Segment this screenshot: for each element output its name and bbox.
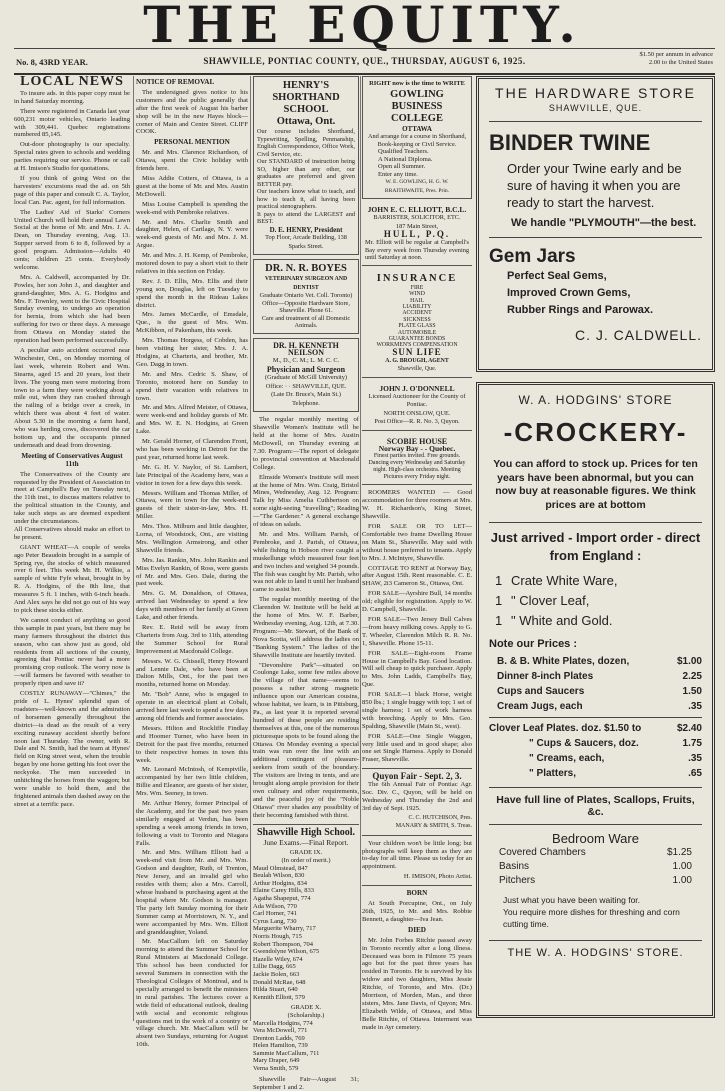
ad-title: DR. N. R. BOYES: [265, 263, 347, 274]
list-item: Agatha Shapeput, 774: [253, 895, 311, 902]
divider: [489, 824, 702, 825]
article: There were registered in Canada last year 600,231 motor vehicles, Ontario leading with 309,441. Quebec registrations numbered 85,145.: [14, 107, 130, 139]
neilson-physician-ad: [253, 338, 359, 413]
crockery-heading: -CROCKERY-: [503, 417, 688, 447]
personal-mention-heading: PERSONAL MENTION: [154, 138, 230, 147]
ad-title: GOWLING: [390, 88, 444, 100]
classified: FOR SALE—Ayrshire Bull, 14 months old; eligible for registration. Apply to W. D. Campbell, Shawville.: [362, 590, 472, 614]
column-personal-mention: [136, 76, 248, 1049]
binder-twine-text: Order your Twine early and be sure of having it when you are ready to start the harvest.: [507, 161, 682, 210]
item: Mrs. G. M. Donaldson, of Ottawa, arrived last Wednesday to spend a few days with members of her family at Green Lake, and other friends.: [136, 590, 248, 622]
list-item: Mary Draper, 649: [253, 1057, 300, 1065]
item: Messrs. William and Thomas Miller, of Ottawa, were in town for the week-end guests of their sister-in-law, Mrs. H. Miller.: [136, 489, 248, 521]
item: Messrs. W. G. Chissell, Henry Howard and Lennie Dale, who have been at Dalton Mills, Ont., for the past two months, returned home on Monday.: [136, 657, 248, 689]
classified: FOR SALE—Two Jersey Bull Calves—from heavy milking cows. Apply to G. T. Wheeler, Clarendon Milch R. R. No. 1, Shawville. Phone 15-11.: [362, 615, 472, 647]
list-item: Improved Crown Gems,: [507, 287, 631, 299]
price-row: B. & B. White Plates, dozen, $1.00: [497, 656, 702, 667]
list-item: Beulah Wilson, 830: [253, 872, 305, 880]
divider: [253, 824, 359, 825]
ad-city: Shawville, Que.: [397, 366, 437, 373]
list-item: Vera McDowell, 771: [253, 1027, 308, 1035]
ad-sign: W. E. GOWLING, H. G. W. BRAITHWAITE, Pres. Prin.: [384, 179, 450, 194]
subscription-price: $1.50 per annum in advance 2.00 to the United States: [639, 51, 713, 66]
ad-title: DR. H. KENNETH NEILSON: [273, 340, 339, 358]
divider: [489, 787, 702, 788]
ad-title: W. A. HODGINS' STORE: [518, 393, 673, 407]
died-heading: DIED: [408, 925, 426, 934]
ad-title: SCOBIE HOUSE: [386, 436, 448, 446]
article: Out-door photography is our specialty. Special rates given to schools and wedding parties requiring our service. Phone or call at H. Imison's Studio for quotations.: [14, 141, 130, 173]
list-item: Donald McRae, 648: [253, 978, 306, 986]
list-item: Hilda Stuart, 640: [253, 986, 298, 994]
ad-subtitle: BARRISTER, SOLICITOR, ETC.: [373, 214, 461, 222]
classified: ROOMERS WANTED — Good accommodation for three roomers at Mrs. W. H. Richardson's, King Street, Shawville.: [362, 489, 472, 521]
died-text: Mr. John Forbes Ritchie passed away in Toronto recently after a long illness. Deceased was born in Filmore 75 years ago but for the past three years has resided in Toronto. He is survived by his widow and two daughters, Miss Jessie Ritchie, of Toronto, and Mrs. (Dr.) Morrison, of Morden, Man., and three sisters, Mrs. Jane Davis, of Quyon; Mrs. Elizabeth Wilde, of Ottawa, and Miss Belle Ritchie, of Ottawa. Interment was made in Ayr cemetery.: [362, 936, 472, 1031]
list-item: FIRE: [410, 284, 424, 291]
ad-body: Graduate Ontario Vet. Coll. Toronto) Office—Opposite Hardware Store, Shawville. Phone 61. Care and treatment of all Domestic Animals.: [259, 292, 353, 329]
ad-title: HENRY'S: [282, 80, 330, 91]
dateline: SHAWVILLE, PONTIAC COUNTY, QUE., THURSDAY, AUGUST 6, 1925.: [203, 56, 526, 66]
article: The regular monthly meeting of Shawville Women's Institute will be held at the home of Mrs. Austin McDowell, on Thursday evening at 7.30. Program:—The report of delegate to provincial convention at Macdonald College.: [253, 416, 359, 471]
price-row: Basins 1.00: [499, 861, 692, 872]
insurance-list: [365, 285, 469, 349]
local-news-heading: LOCAL NEWS: [20, 74, 124, 89]
ad-title: BUSINESS COLLEGE: [391, 100, 443, 124]
column-business: [362, 76, 472, 1031]
price-row: " Creams, each, .35: [529, 753, 702, 764]
divider: [362, 885, 472, 886]
ad-office: Office: · · SHAWVILLE, QUE.: [265, 382, 347, 390]
hardware-store-ad: [476, 76, 715, 372]
ad-tagline: RIGHT now is the time to WRITE: [369, 80, 465, 87]
item: Rev. J. D. Ellis, Mrs. Ellis and their young son, Douglas, left on Tuesday to spend the month in the Rideau Lakes district.: [136, 277, 248, 309]
item: Miss Addie Cotters, of Ottawa, is a guest at the home of Mr. and Mrs. Austin McDowell.: [136, 174, 248, 198]
classified: COTTAGE TO RENT at Norway Bay, after August 15th. Rent reasonable. C. E. SHAW, 2i3 Cameron St., Ottawa, Ont.: [362, 564, 472, 588]
price-row: Covered Chambers $1.25: [499, 847, 692, 858]
divider: [489, 237, 702, 238]
ad-degree: M., D., C. M.; L. M. C. C.: [272, 357, 340, 365]
price-row: Dinner 8-inch Plates 2.25: [497, 671, 702, 682]
ad-title: THE HARDWARE STORE: [495, 85, 696, 101]
article: Mrs. A. Caldwell, accompanied by Dr. Powles, her son John J., and daughter and grand-daughter, Mrs. A. G. Hodgins and Mrs. F. Townley, went to the Civic Hospital Sunday evening, to undergo an operation for hernia, from which she had been suffering for two or three days. A message from Ottawa on Monday stated the operation had been performed successfully.: [14, 273, 130, 345]
list-item: PLATE GLASS: [398, 323, 436, 330]
quyon-fair-text: The 6th Annual Fair of Pontiac Agr. Soc. Div. C., Quyon, will be held on Wednesday and Thursday the 2nd and 3rd day of Sept. 1925.: [362, 781, 472, 812]
list-item: ACCIDENT: [402, 310, 432, 317]
item: Rev. E. Reid will be away from Charteris from Aug. 3rd to 11th, attending the Summer School for Rural Improvement at Macdonald College.: [136, 624, 248, 655]
item: Messrs. Hilton and Rockliffe Findlay and Hoomer Turner, who have been in Detroit for the past five months, returned to their respective homes in town this week.: [136, 724, 248, 764]
ad-title: SHORTHAND SCHOOL: [272, 92, 340, 115]
list-item: Marcella Hodgins, 774: [253, 1019, 313, 1027]
hodgins-store-ad: [476, 382, 715, 1018]
list-item: Helen Hamilton, 739: [253, 1042, 308, 1050]
article: The Conservatives of the County are requested by the President of Association to meet at Campbell's Bay on Tuesday next, the 11th inst., to discuss matters relative to the political situation in the County, and take such steps as are deemed expedient under the circumstances. All Conservatives should make an effort to be present.: [14, 470, 130, 541]
list-item: GUARANTEE BONDS: [388, 335, 446, 342]
list-item: SICKNESS: [403, 316, 431, 323]
ad-city: Ottawa, Ont.: [276, 116, 336, 127]
article: Elmside Women's Institute will meet at the home of Mrs. Wm. Craig, Bristol Mines, Wednesday, Aug. 12. Program: Talk by Miss Amelia Cuthbertson on some sight-seeing "travelling"; Reading—"The Gardener." A general exchange of ideas on salads.: [253, 473, 359, 529]
price-row: " Cups & Saucers, doz. 1.75: [529, 738, 702, 749]
issue-number: No. 8, 43RD YEAR.: [16, 57, 88, 67]
quyon-fair-sign: C. C. HUTCHISON, Pres. MANARY & SMITH, S. Treas.: [395, 814, 472, 829]
list-item: WIND: [409, 291, 425, 298]
item: Mrs. Thomas Horgess, of Cobden, has been visiting her sister, Mrs. J. A. Hodgins, at Charteris, and brother, Mr. Geo. Dagg in town.: [136, 337, 248, 368]
closing-note: Just what you have been waiting for. You require more dishes for threshing and corn cutting time.: [503, 895, 680, 929]
article: GIANT WHEAT—A couple of weeks ago Peter Beaudoin brought in a sample of Spring rye, the stocks of which measured over 6 feet. This week Mr. H. Wilkie, a sample of white Fyfe wheat, brought in by R. A. Hodgins, of the 8th line, that measures 5 ft. 1 inches, with 6-inch heads. And Alex says he did not go out of his way to pick these stocks either.: [14, 543, 130, 614]
list-item: Hazelle Wiley, 674: [253, 955, 303, 963]
article: To insure ads. in this paper copy must be in hand Saturday morning.: [14, 89, 130, 105]
ad-subtitle: Physician and Surgeon: [266, 364, 346, 374]
ad-body: Licensed Auctioneer for the County of Pontiac.: [368, 392, 466, 409]
ad-sign: C. J. CALDWELL.: [574, 327, 702, 343]
divider: [489, 522, 702, 523]
column-schools: [253, 76, 359, 1091]
item: Mr. Arthur Henry, former Principal of the Academy, and for the past two years similarly engaged at Verdun, has been spending a week among friends in town, following a visit to Toronto and Niagara Falls.: [136, 800, 248, 847]
dateline-bar: [14, 48, 715, 75]
item: Mr. G. H. V. Naylor, of St. Lambert, late Principal of the Academy here, was a visitor in town for a few days this week.: [136, 463, 248, 487]
masthead: [0, 0, 725, 54]
ad-list: [378, 148, 468, 178]
ad-body: Mr. Elliott will be regular at Campbell's Bay every week from Thursday evening until Saturday at noon.: [365, 239, 469, 262]
binder-twine-heading: BINDER TWINE: [489, 130, 651, 155]
list-item: Jackie Bolen, 663: [253, 970, 300, 978]
grade-heading: GRADE IX.: [289, 849, 323, 857]
list-item: Qualified Teachers.: [378, 148, 429, 155]
list-item: 1 Crate White Ware,: [495, 573, 618, 588]
list-item: Rubber Rings and Parowax.: [507, 304, 654, 316]
ad-po: Post Office—R. R. No. 3, Quyon.: [374, 418, 460, 426]
jar-list: [507, 268, 702, 319]
item: Mrs. Thos. Milburn and little daughter, Lorna, of Woodstock, Ont., are visiting Mrs. Wellington Armstrong, and other Shawville friends.: [136, 523, 248, 554]
plymouth-line: We handle "PLYMOUTH"—the best.: [511, 217, 697, 229]
article: Mr. and Mrs. William Parish, of Pembroke, and J. Parish, of Ottawa, while fishing in Hobson river caught a muskellunge which measured four feet and two inches and weighed 34 pounds. The fish was caught by Mr. Parish, who was not able to land it until her husband came to assist her.: [253, 531, 359, 594]
gem-jars-heading: Gem Jars: [489, 246, 576, 267]
list-item: 1 " White and Gold.: [495, 613, 613, 628]
ad-late: (Late Dr. Bruce's, Main St.) Telephone.: [271, 391, 341, 407]
price-list: [489, 637, 702, 781]
newspaper-title: THE EQUITY.: [143, 0, 582, 54]
price-row: Pitchers 1.00: [499, 875, 692, 886]
high-school-heading: Shawville High School.: [256, 826, 356, 838]
item: Mrs. Jas. Rankin, Mrs. John Rankin and Miss Evelyn Rankin, of Ross, were guests of Mr. and Mrs. Geo. Dale, during the past week.: [136, 556, 248, 588]
scobie-house-ad: [362, 435, 472, 486]
ad-sign: THE W. A. HODGINS' STORE.: [489, 940, 702, 959]
gowling-college-ad: [362, 76, 472, 199]
item: Mr. MacCallum left on Saturday morning to attend the Summer School for Rural Ministers at Macdonald College. This school has been conducted for several Summers in connection with the Theological Colleges of Montreal, and is specially arranged to benefit the ministers in rural parishes. The lectures cover a wide field of educational outlook, dealing with social and economic religious questions met in the work of a country or village church. Mr. MacCallum will be absent two Sundays, returning for August 10th.: [136, 938, 248, 1049]
ad-subtitle: VETERINARY SURGEON AND DENTIST: [264, 276, 348, 291]
list-item: Marguerite Wharry, 717: [253, 925, 316, 933]
quyon-fair-heading: Quyon Fair - Sept. 2, 3.: [372, 771, 462, 782]
price-row: Clover Leaf Plates. doz. $1.50 to $2.40: [489, 723, 702, 734]
article: COSTLY RUNAWAY—"Chimes," the pride of L. Hynes' splendid span of roadsters—well-known and the admiration of horsemen generally throughout the district—is dead as the result of a very exciting runaway accident shortly before noon last Thursday. The owner, with R. Dale and N. Smith, had the team at Hynes' field on King street west, when the trouble began by one horse getting his foot over the neckyoke. The men succeeded in unhitching the horses from the waggon; but were unable to hold them, and the frightened animals then dashed away on the street at a terrific pace.: [14, 690, 130, 808]
grade-note: (In order of merit.): [281, 857, 331, 865]
list-item: Open all Summer.: [378, 163, 426, 171]
ad-body: And arrange for a course in Shorthand, Book-keeping or Civil Service.: [367, 133, 467, 148]
list-item: Gwendolyne Wilson, 675: [253, 948, 320, 956]
price-row: " Platters, .65: [529, 768, 702, 779]
import-list: [495, 571, 702, 631]
list-item: Lillie Dagg, 665: [253, 963, 296, 971]
insurance-ad: [362, 270, 472, 378]
ad-body: Finest parties invited. Free grounds. Dancing every Wednesday and Saturday night. High-class orchestra. Meeting Pictures every Friday night.: [368, 453, 466, 481]
list-item: LIABILITY: [402, 303, 432, 310]
divider: [362, 768, 472, 769]
column-rule: [250, 76, 251, 1021]
article: If you think of going West on the harvesters' excursions read the ad. on 5th page of this paper and consult C. A. Taylor, local Can. Pac. agent, for full information.: [14, 174, 130, 206]
born-text: At South Porcupine, Ont., on July 26th, 1925, to Mr. and Mrs. Robbie Bennett, a daughter—Iva Jean.: [362, 900, 472, 923]
price-row: Cups and Saucers 1.50: [497, 686, 702, 697]
ad-place: Norway Bay - - Quebec.: [378, 444, 456, 454]
ad-place: SHAWVILLE, QUE.: [548, 103, 643, 113]
ad-city: HULL, P.Q.: [383, 229, 451, 240]
item: Mr. and Mrs. Cedric S. Shaw, of Toronto, motored here on Sunday to spend their vacation with relatives in town.: [136, 370, 248, 402]
fair-notice: Shawville Fair—August 31; September 1 and 2.: [253, 1075, 359, 1091]
list-item: Elaine Carey Hills, 833: [253, 887, 315, 895]
price-row: Cream Jugs, each .35: [497, 701, 702, 712]
bedroom-ware-heading: Bedroom Ware: [552, 831, 639, 846]
list-item: Verna Smith, 579: [253, 1065, 299, 1073]
crockery-intro: You can afford to stock up. Prices for ten years have been abnormal, but you can now buy at reasonable figures. We think prices are at bottom: [493, 458, 698, 511]
list-item: Perfect Seal Gems,: [507, 270, 607, 282]
ad-address: Top Floor, Arcade Building, 138 Sparks Street.: [265, 234, 347, 250]
high-school-subheading: June Exams.—Final Report.: [263, 837, 349, 847]
item: Mr. Leonard McIntosh, of Kemptville, accompanied by her two little children, Billie and Eleanor, are guests of her sister, Mrs. Wm. Seeney, in town.: [136, 766, 248, 798]
ad-title: JOHN J. O'DONNELL: [379, 383, 455, 393]
classified: FOR SALE—One Single Waggon, very little used and in good shape; also one set Single Harness. Apply to Donald Fraser, Shawville.: [362, 732, 472, 764]
column-rule: [133, 76, 134, 1021]
item: Mr. and Mrs. Clarence Richardson, of Ottawa, spent the Civic holiday with friends here.: [136, 149, 248, 173]
grade-10-list: [253, 1020, 359, 1073]
list-item: AUTOMOBILE: [397, 329, 437, 336]
list-item: Robert Thompson, 704: [253, 940, 314, 948]
list-item: Kennith Elliott, 579: [253, 993, 305, 1001]
item: Mr. and Mrs. Alfred Meister, of Ottawa, were week-end and holiday guests of Mr. and Mrs. W. E. N. Hodgins, at Green Lake.: [136, 404, 248, 436]
ad-sign: D. E. HENRY, President: [269, 225, 343, 234]
sun-life-logo: SUN LIFE: [392, 346, 442, 357]
notice-heading: NOTICE OF REMOVAL: [136, 78, 215, 86]
arrived-line: Just arrived - Import order - direct from England :: [490, 530, 701, 563]
classified: FOR SALE OR TO LET—Comfortable two frame Dwelling House on Main St., Shawville. May said with without house preferred to tenants. Apply to Mrs. J. McIntyre, Shawville.: [362, 523, 472, 562]
photo-sign: H. IMISON, Photo Artist.: [403, 873, 472, 881]
elliott-barrister-ad: [362, 203, 472, 265]
item: Mr. and Mrs. Charlie Smith and daughter, Helen, of Cartlage, N. Y. were week-end guests of Mr. and Mrs. J. M. Argue.: [136, 218, 248, 250]
classified: FOR SALE—Eight-room Frame House in Campbell's Bay. Good location. Will sell cheap to quick purchaser. Apply to Mrs. John Ladds, Campbell's Bay, Que.: [362, 649, 472, 689]
list-item: Ada Wilson, 770: [253, 902, 297, 910]
list-item: Carl Horner, 741: [253, 910, 297, 918]
ad-title: INSURANCE: [376, 272, 458, 284]
ad-body: Our course includes Shorthand, Typewriting, Spelling, Penmanship, English Correspondence, Office Work, Civil Service, etc. Our STANDARD of instruction being SO, higher than any other, our graduates are preferred and given BETTER pay. Our teachers know what to teach, and how to teach it, all having been practical stenographers. It pays to attend the LARGEST and BEST.: [257, 128, 355, 225]
divider: [489, 121, 702, 122]
ad-address: 187 Main Street,: [395, 222, 439, 230]
list-item: Norris Hough, 715: [253, 932, 302, 940]
odonnell-auctioneer-ad: [362, 382, 472, 431]
item: Mr. Gerald Horner, of Clarendon Front, who has been working in Detroit for the past year, returned home last week.: [136, 438, 248, 461]
photo-notice: Your children won't be little long; but photographs will keep them as they are to-day for all time. Please us today for an appointment.: [362, 839, 472, 871]
ad-agent: A. G. BROUGH, AGENT: [385, 357, 449, 364]
column-local-news: [14, 76, 130, 1021]
list-item: A National Diploma.: [378, 155, 433, 163]
item: Mrs. James McCardle, of Emsdale, Que., is the guest of Mrs. Wm. McKibbon, of Pakenham, this week.: [136, 311, 248, 335]
article: We cannot conduct of anything so good this sample in past years, but there may be many farmers throughout the district this season, who can show just as good, old residents from all sections of the county, agreeing that Pontiac never had a more promising crop outlook. The worry now is—will farmers be favored with weather to properly ripen and save it?: [14, 616, 130, 688]
henry-shorthand-ad: [253, 76, 359, 255]
grade-9-list: [253, 865, 359, 1002]
list-item: 1 " Clover Leaf,: [495, 593, 590, 608]
article: The Ladies' Aid of Starks' Corners United Church will hold their annual Lawn Social at the home of Mr. and Mrs. J. A. Dean, on Thursday evening, Aug. 13. Supper served from 6 to 8, followed by a good program. Admission—Adults 40 cents; children 25 cents. Everybody welcome.: [14, 208, 130, 271]
divider: [489, 717, 702, 718]
ad-city: OTTAWA: [402, 124, 432, 133]
meeting-heading: Meeting of Conservatives August 11th: [21, 451, 123, 468]
list-item: Sammie MacCallum, 711: [253, 1049, 320, 1057]
boyes-vet-ad: [253, 259, 359, 334]
item: Mr. and Mrs. J. H. Kemp, of Pembroke, motored down to pay a short visit to their relatives in this section on Friday.: [136, 252, 248, 275]
item: Mr. "Bob" Anne, who is engaged to operate in an electrical plant at Cobalt, arrived here last week to spend a few days among old friends and former associates.: [136, 691, 248, 722]
column-rule: [360, 76, 361, 1021]
grade-note: (Scholarship.): [287, 1011, 325, 1019]
ad-grad: (Graduate of McGill University): [264, 374, 347, 382]
price-list-heading: Note our Prices :: [489, 638, 578, 650]
list-item: Arthur Hodgins, 834: [253, 879, 307, 887]
born-heading: BORN: [406, 889, 428, 898]
article: "Devonshire Park"—situated on Coulonge Lake, some few miles above the village of that name—seems to possess a rather strong magnetic influence upon our American cousins, whose habitat, we learn, is in Pittsburg, Pa., as last year it is reported several hundred of these people are residing themselves at this, one of the numerous picturesque spots to be found along the Ottawa. On Monday evening a special train was run over the line with an additional contingent of pleasure-seekers from south of the boundary. The visitors are living in tents, and are brought along ample provision for their own culinary and other requirements, and the peaceful joy of the "Noble Ottawa" river shades any possibility of their becoming famished with thirst.: [253, 661, 359, 819]
article: A peculiar auto accident occurred near Winchester, Ont., on Monday morning of last week, wherein Robert and Wm. Stearns, aged 15 and 20 years, lost their lives. The young men were motoring from town to a farm they were working about a mile out, when they ran crashed through the railing of a bridge over a creek, in which there was about 4 feet of water. About 5.30 in the morning a farm hand, who was herding cows, discovered the car bottom up, and the occupants pinned underneath and dead from drowning.: [14, 347, 130, 449]
list-item: Cyrus Lang, 730: [253, 917, 297, 925]
divider: [362, 835, 472, 836]
ad-address: NORTH ONSLOW, QUE.: [383, 409, 451, 417]
list-item: Drenton Ladds, 769: [253, 1034, 305, 1042]
article: The regular monthly meeting of the Clarendon W. Institute will be held at the home of Mrs. W. F. Barber, Wednesday evening, Aug. 12th, at 7.30. Program:—Mr. Stewart, of the Bank of Nova Scotia, will address the ladies on "Banking System." The ladies of the Shawville Institute are heartily invited.: [253, 596, 359, 659]
classified: FOR SALE—1 black Horse, weight 850 lbs.; 1 single buggy with top; 1 set of single harness; 1 set of work harness with breeching. Apply to Mrs. Geo. Spalding, Shawville (Main St., west).: [362, 691, 472, 730]
list-item: WORKMEN'S COMPENSATION: [376, 342, 458, 349]
grade-heading: GRADE X.: [290, 1004, 322, 1012]
item: Miss Louise Campbell is spending the week-end with Pembroke relatives.: [136, 200, 248, 216]
ad-title: JOHN E. C. ELLIOTT, B.C.L.: [367, 205, 467, 215]
list-item: HAIL: [410, 297, 424, 304]
notice-text: The undersigned gives notice to his customers and the public generally that after the first week of August his barber shop will be in the new Hayes block—corner of Main and Centre Street. CLIFF COOK.: [136, 88, 248, 136]
plates-line: Have full line of Plates, Scallops, Fruits, &c.: [496, 794, 695, 818]
list-item: Enter any time.: [378, 170, 418, 178]
item: Mr. and Mrs. William Elliott had a week-end visit from Mr. and Mrs. Wm. Godson and daughter, Ruth, of Trenton, New Jersey, and an invalid girl who resides with them; also a Mrs. Carroll, whose husband is purchasing agent at the hospital where Mr. Godson is manager. The party left Sunday morning for their Summer camp at Morristown, N. Y., and were accompanied by Mrs. Wm. Elliott and granddaughter, Yoland.: [136, 849, 248, 936]
list-item: Maud Olmstead, 847: [253, 864, 308, 872]
